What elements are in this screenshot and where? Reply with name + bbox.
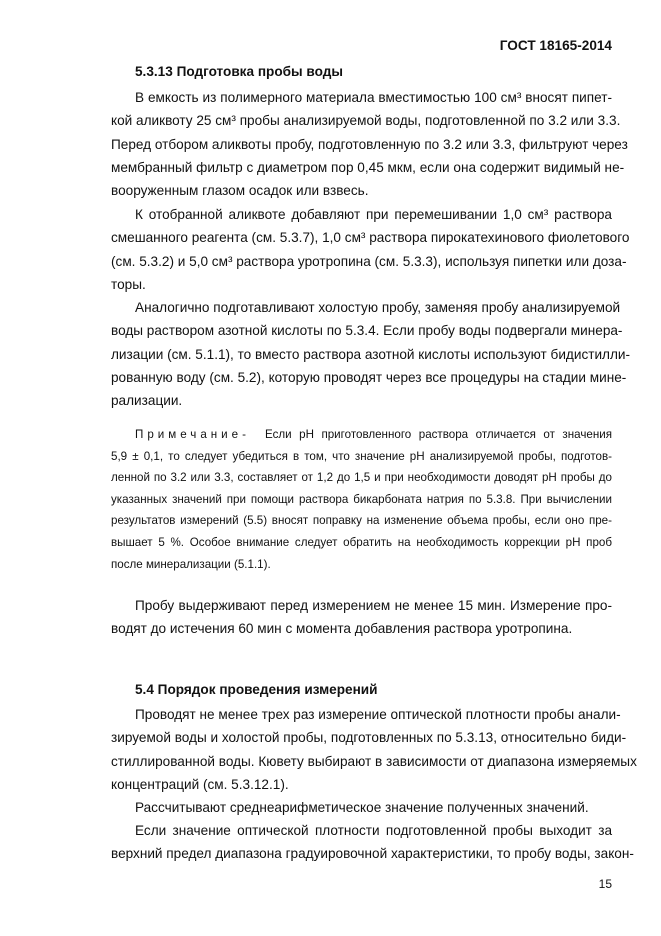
text-line: Пробу выдерживают перед измерением не менее 15 мин. Измерение про- [135, 598, 612, 613]
text-line: Проводят не менее трех раз измерение оптической плотности пробы анали- [135, 707, 621, 722]
text-line: верхний предел диапазона градуировочной характеристики, то пробу воды, закон- [111, 846, 634, 862]
text-line: Аналогично подготавливают холостую пробу, заменяя пробу анализируемой [135, 300, 621, 315]
text-line: смешанного реагента (см. 5.3.7), 1,0 см³ раствора пирокатехинового фиолетового [111, 230, 630, 246]
paragraph [111, 86, 628, 202]
paragraph [111, 703, 637, 796]
text-line: (см. 5.3.2) и 5,0 см³ раствора уротропина (см. 5.3.3), используя пипетки или доза- [111, 253, 627, 269]
text-line: рованную воду (см. 5.2), которую проводят через все процедуры на стадии мине- [111, 369, 627, 385]
paragraph [111, 594, 612, 641]
text-line [111, 424, 612, 446]
section-title: 5.3.13 Подготовка пробы воды [135, 64, 343, 79]
text-line: указанных значений при помощи раствора бикарбоната натрия по 5.3.8. При вычислении [111, 492, 612, 506]
text-line: Если значение оптической плотности подготовленной пробы выходит за [135, 823, 612, 838]
text-line: водят до истечения 60 мин с момента добавления раствора уротропина. [111, 621, 573, 637]
document-header: ГОСТ 18165-2014 [499, 38, 612, 53]
text-line: ленной по 3.2 или 3.3, составляет от 1,2 до 1,5 и при необходимости доводят pH пробы до [111, 471, 612, 485]
text-line: К отобранной аликвоте добавляют при перемешивании 1,0 см³ раствора [135, 207, 612, 222]
note-label: Примечание- [135, 428, 250, 441]
text-line: зируемой воды и холостой пробы, подготовленных по 5.3.13, относительно биди- [111, 730, 627, 746]
text-line: лизации (см. 5.1.1), то вместо раствора азотной кислоты используют бидистилли- [111, 346, 631, 362]
text-line: Перед отбором аликвоты пробу, подготовленную по 3.2 или 3.3, фильтруют через [111, 136, 628, 152]
paragraph [111, 296, 631, 412]
text-line: вышает 5 %. Особое внимание следует обратить на необходимость коррекции pH проб [111, 535, 612, 549]
text-line: вооруженным глазом осадок или взвесь. [111, 183, 369, 199]
text-line: после минерализации (5.1.1). [111, 557, 271, 571]
text-line: 5,9 ± 0,1, то следует убедиться в том, что значение pH анализируемой пробы, подготов- [111, 449, 612, 463]
section-title: 5.4 Порядок проведения измерений [135, 682, 378, 697]
text-line: Рассчитывают среднеарифметическое значение полученных значений. [135, 800, 589, 815]
note-text: Если pH приготовленного раствора отличается от значения [264, 428, 612, 441]
text-line: результатов измерений (5.5) вносят поправку на изменение объема пробы, если оно пре- [111, 514, 612, 528]
text-line: стиллированной воды. Кювету выбирают в зависимости от диапазона измеряемых [111, 753, 637, 769]
paragraph [111, 203, 630, 296]
text-line: рализации. [111, 393, 183, 409]
text-line: концентраций (см. 5.3.12.1). [111, 776, 289, 792]
note [111, 424, 612, 575]
paragraph [111, 796, 612, 819]
text-line: воды раствором азотной кислоты по 5.3.4. Если пробу воды подвергали минера- [111, 323, 623, 339]
paragraph [111, 819, 634, 866]
text-line: мембранный фильтр с диаметром пор 0,45 мкм, если она содержит видимый не- [111, 159, 625, 175]
text-line: торы. [111, 276, 146, 292]
text-line: В емкость из полимерного материала вместимостью 100 см³ вносят пипет- [135, 90, 612, 105]
text-line: кой аликвоту 25 см³ пробы анализируемой воды, подготовленной по 3.2 или 3.3. [111, 113, 621, 129]
page-number: 15 [598, 877, 612, 891]
